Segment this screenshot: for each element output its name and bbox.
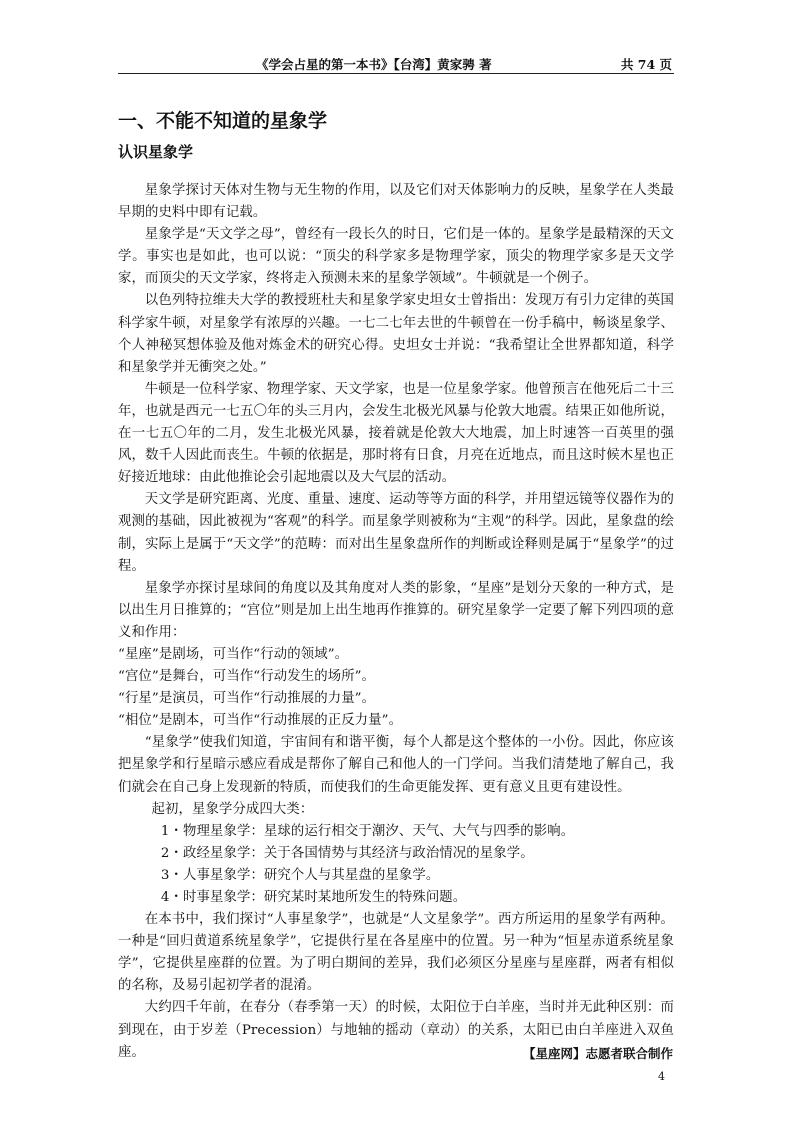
category-item: 1・物理星象学：星球的运行相交于潮汐、天气、大气与四季的影响。 <box>160 823 575 839</box>
body-text <box>118 180 674 1064</box>
page-footer: 【星座网】志愿者联合制作 <box>522 1046 673 1061</box>
definition-item: “星座”是剧场，可当作“行动的领域”。 <box>118 646 349 662</box>
category-item: 3・人事星象学：研究个人与其星盘的星象学。 <box>160 867 440 883</box>
definition-item: “宫位”是舞台，可当作“行动发生的场所”。 <box>118 669 376 685</box>
category-item: 2・政经星象学：关于各国情势与其经济与政治情况的星象学。 <box>160 845 534 861</box>
definition-item: “相位”是剧本，可当作“行动推展的正反力量”。 <box>118 713 403 729</box>
page-header <box>118 53 674 74</box>
paragraph: 星象学是“天文学之母”，曾经有一段长久的时日，它们是一体的。星象学是最精深的天文学。事实也是如此，也可以说：“顶尖的科学家多是物理学家，顶尖的物理学家多是天文学家，而顶尖的天文学家，终将走入预测未来的星象学领域”。牛顿就是一个例子。 <box>118 227 674 287</box>
paragraph: 以色列特拉维夫大学的教授班杜夫和星象学家史坦女士曾指出：发现万有引力定律的英国科学家牛顿，对星象学有浓厚的兴趣。一七二七年去世的牛顿曾在一份手稿中，畅谈星象学、个人神秘冥想体验及他对炼金术的研究心得。史坦女士并说：“我希望让全世界都知道，科学和星象学并无衝突之处。” <box>118 293 674 375</box>
paragraph: 星象学亦探讨星球间的角度以及其角度对人类的影象，“星座”是划分天象的一种方式，是以出生月日推算的；“宫位”则是加上出生地再作推算的。研究星象学一定要了解下列四项的意义和作用： <box>118 580 674 640</box>
paragraph: 牛顿是一位科学家、物理学家、天文学家，也是一位星象学家。他曾预言在他死后二十三年，也就是西元一七五〇年的头三月内，会发生北极光风暴与伦敦大地震。结果正如他所说，在一七五〇年的二月，发生北极光风暴，接着就是伦敦大大地震，加上时速答一百英里的强风，数千人因此而丧生。牛顿的依据是，那时将有日食，月亮在近地点，而且这时候木星也正好接近地球：由此他推论会引起地震以及大气层的活动。 <box>118 381 674 486</box>
section-title: 一、不能不知道的星象学 <box>118 110 328 132</box>
paragraph: 星象学探讨天体对生物与无生物的作用，以及它们对天体影响力的反映，星象学在人类最早期的史料中即有记载。 <box>118 183 674 221</box>
paragraph: 起初，星象学分成四大类： <box>151 801 314 817</box>
page-number: 4 <box>658 1070 665 1083</box>
paragraph: 在本书中，我们探讨“人事星象学”，也就是“人文星象学”。西方所运用的星象学有两种。一种是“回归黄道系统星象学”，它提供行星在各星座中的位置。另一种为“恒星赤道系统星象学”，它提供星座群的位置。为了明白期间的差异，我们必须区分星座与星座群，两者有相似的名称，及易引起初学者的混淆。 <box>118 912 674 994</box>
definition-item: “行星”是演员，可当作“行动推展的力量”。 <box>118 691 376 707</box>
paragraph: 大约四千年前，在春分（春季第一天）的时候，太阳位于白羊座，当时并无此种区别：而到现在，由于岁差（Precession）与地轴的摇动（章动）的关系，太阳已由白羊座进入双鱼座。 <box>118 1000 674 1060</box>
header-total-pages: 共 74 页 <box>620 57 672 72</box>
subsection-title: 认识星象学 <box>118 143 194 161</box>
category-item: 4・时事星象学：研究某时某地所发生的特殊问题。 <box>160 890 467 905</box>
paragraph: “星象学”使我们知道，宇宙间有和谐平衡，每个人都是这个整体的一小份。因此，你应该把星象学和行星暗示感应看成是帮你了解自己和他人的一门学问。当我们清楚地了解自己，我们就会在自己身上发现新的特质，而使我们的生命更能发挥、更有意义且更有建设性。 <box>118 735 674 795</box>
header-book-title: 《学会占星的第一本书》【台湾】黄家骋 著 <box>256 57 492 72</box>
paragraph: 天文学是研究距离、光度、重量、速度、运动等等方面的科学，并用望远镜等仪器作为的观测的基础，因此被视为“客观”的科学。而星象学则被称为“主观”的科学。因此，星象盘的绘制，实际上是属于“天文学”的范畴：而对出生星象盘所作的判断或诠释则是属于“星象学”的过程。 <box>118 492 674 574</box>
